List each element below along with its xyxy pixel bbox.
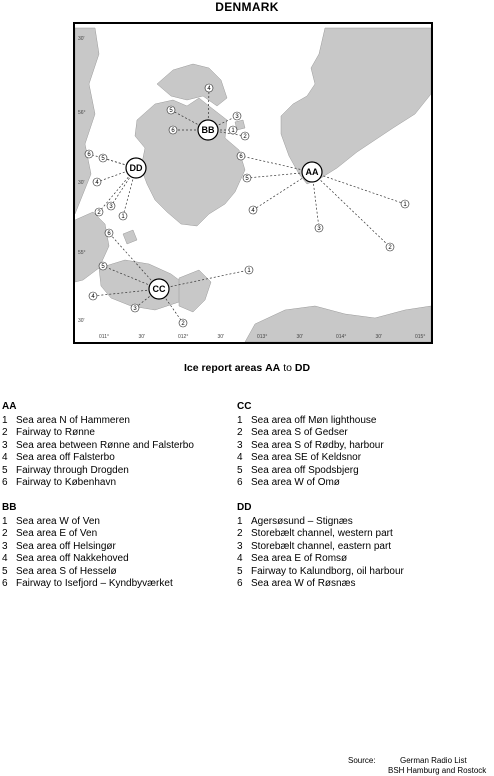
land-falster (179, 270, 211, 312)
report-point-number: 4 (207, 86, 211, 92)
caption-from: AA (265, 362, 281, 374)
list-item: 1 Sea area N of Hammeren (2, 414, 130, 426)
latitude-tick-label: 55° (78, 250, 86, 256)
caption-to: DD (294, 362, 311, 374)
area-list-bb (2, 502, 173, 591)
area-heading: DD (237, 502, 252, 513)
longitude-tick-label: 011° (99, 334, 109, 340)
land-jutland (75, 28, 99, 214)
report-point-number: 5 (101, 156, 105, 162)
longitude-tick-label: 015° (415, 334, 426, 340)
list-item: 3 Sea area between Rønne and Falsterbo (2, 439, 194, 451)
source-line2: BSH Hamburg and Rostock (388, 766, 487, 775)
area-center-code: BB (201, 125, 215, 136)
report-point-number: 6 (171, 128, 175, 134)
list-item: 6 Sea area W of Omø (237, 477, 340, 488)
report-point-number: 4 (91, 294, 95, 300)
area-heading: AA (2, 401, 17, 412)
report-point-number: 4 (251, 208, 255, 214)
list-item: 4 Sea area off Falsterbo (2, 452, 115, 463)
latitude-tick-label: 56° (78, 110, 86, 116)
leader-line (312, 172, 390, 247)
list-item: 5 Sea area S of Hesselø (2, 565, 117, 577)
longitude-tick-label: 30' (217, 334, 225, 340)
list-item: 2 Storebælt channel, western part (237, 528, 393, 539)
report-point-number: 1 (231, 128, 235, 134)
list-item: 1 Agersøsund – Stignæs (237, 515, 353, 527)
report-point-number: 2 (243, 134, 247, 140)
list-item: 3 Sea area S of Rødby, harbour (237, 439, 384, 451)
land-lolland (99, 260, 187, 310)
list-item: 3 Sea area off Helsingør (2, 540, 116, 552)
report-point-number: 3 (133, 306, 137, 312)
land-masses (75, 28, 431, 342)
source-line1: German Radio List (400, 756, 467, 765)
list-item: 5 Fairway through Drogden (2, 464, 129, 476)
longitude-tick-label: 30' (138, 334, 146, 340)
report-point-number: 4 (95, 180, 99, 186)
area-list-cc (237, 401, 384, 490)
list-item: 2 Sea area E of Ven (2, 528, 98, 539)
area-list-aa (2, 401, 194, 490)
report-point-number: 1 (247, 268, 251, 274)
list-item: 4 Sea area SE of Keldsnor (237, 452, 362, 463)
area-center-code: DD (129, 163, 143, 174)
report-point-number: 2 (97, 210, 101, 216)
source-note (348, 756, 486, 776)
land-north-zealand (157, 64, 227, 106)
land-island-small (123, 230, 137, 244)
area-center-code: CC (152, 284, 166, 295)
list-item: 5 Fairway to Kalundborg, oil harbour (237, 565, 404, 577)
latitude-tick-label: 30' (78, 180, 85, 186)
area-center-code: AA (305, 167, 319, 178)
longitude-tick-label: 30' (296, 334, 304, 340)
list-item: 2 Sea area S of Gedser (237, 427, 348, 438)
list-item: 2 Fairway to Rønne (2, 427, 95, 438)
list-item: 6 Sea area W of Røsnæs (237, 578, 356, 589)
list-item: 1 Sea area off Møn lighthouse (237, 414, 377, 426)
list-item: 1 Sea area W of Ven (2, 515, 100, 527)
leader-line (312, 172, 405, 204)
latitude-tick-label: 30' (78, 36, 85, 42)
area-heading: CC (237, 401, 252, 412)
report-point-number: 3 (109, 204, 113, 210)
report-point-number: 2 (181, 321, 185, 327)
longitude-tick-label: 012° (178, 334, 189, 340)
report-point-number: 5 (245, 176, 249, 182)
longitude-tick-label: 013° (257, 334, 268, 340)
list-item: 4 Sea area E of Romsø (237, 553, 348, 564)
map-title: DENMARK (215, 0, 279, 14)
report-point-number: 2 (388, 245, 392, 251)
report-point-number: 5 (169, 108, 173, 114)
latitude-tick-label: 30' (78, 318, 85, 324)
report-point-number: 3 (235, 114, 239, 120)
report-point-number: 1 (121, 214, 125, 220)
caption-prefix: Ice report areas (183, 362, 263, 374)
list-item: 6 Fairway to Isefjord – Kyndbyværket (2, 578, 173, 589)
report-point-number: 3 (317, 226, 321, 232)
area-heading: BB (2, 502, 17, 513)
report-point-number: 1 (403, 202, 407, 208)
report-point-number: 6 (87, 152, 91, 158)
longitude-tick-label: 014° (336, 334, 347, 340)
report-point-number: 6 (107, 231, 111, 237)
area-list-dd (237, 502, 404, 591)
map-caption (0, 362, 494, 374)
source-label: Source: (348, 756, 376, 765)
list-item: 5 Sea area off Spodsbjerg (237, 464, 359, 476)
caption-joiner: to (283, 362, 292, 374)
land-zealand (135, 98, 245, 226)
list-item: 3 Storebælt channel, eastern part (237, 540, 392, 552)
list-item: 4 Sea area off Nakkehoved (2, 553, 129, 564)
land-sweden (281, 28, 431, 184)
longitude-tick-label: 30' (375, 334, 383, 340)
list-item: 6 Fairway to København (2, 477, 117, 488)
report-point-number: 5 (101, 264, 105, 270)
ice-report-map (73, 22, 433, 344)
report-point-number: 6 (239, 154, 243, 160)
